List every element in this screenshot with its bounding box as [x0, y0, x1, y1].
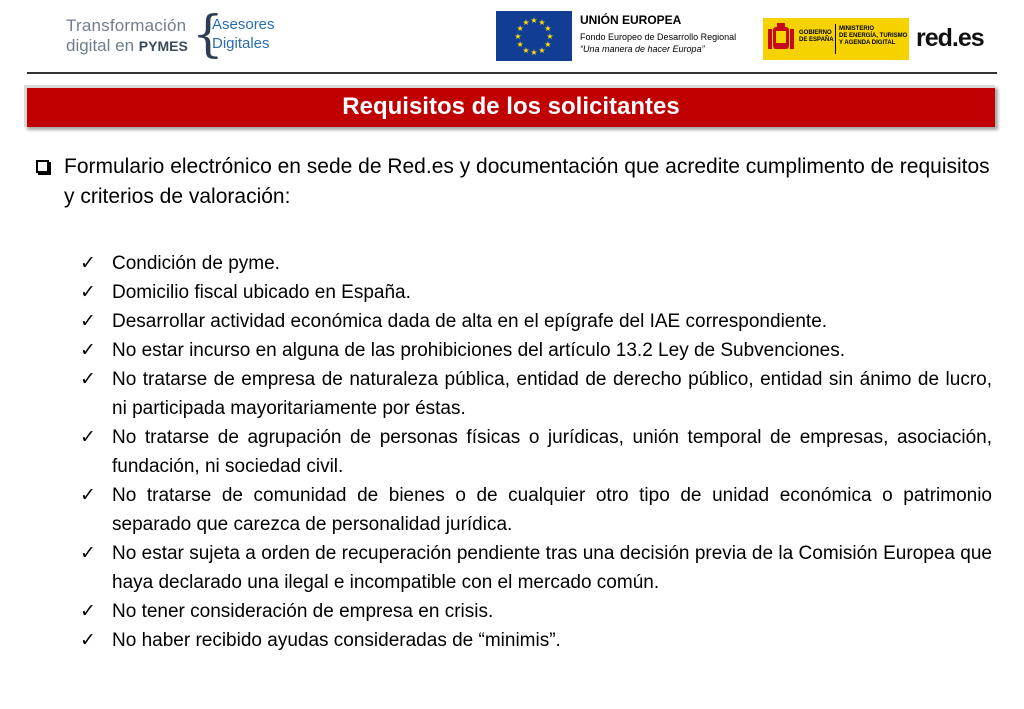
eu-star-icon: ★ — [530, 48, 538, 57]
checkmark-icon: ✓ — [80, 281, 96, 303]
brace-icon: { — [192, 5, 224, 63]
eu-title: UNIÓN EUROPEA — [580, 13, 682, 27]
eu-star-icon: ★ — [538, 18, 546, 28]
eu-star-icon: ★ — [538, 45, 546, 55]
brand-line-1: Transformación — [66, 16, 187, 35]
eu-fund: Fondo Europeo de Desarrollo Regional — [580, 32, 737, 42]
gov-label: GOBIERNO DE ESPAÑA — [799, 30, 834, 43]
title-bar — [24, 85, 995, 127]
checkmark-icon: ✓ — [80, 484, 96, 506]
eu-stars-icon — [496, 11, 572, 61]
transformacion-digital-logo — [66, 5, 276, 63]
checkmark-icon: ✓ — [80, 629, 96, 651]
checkmark-icon: ✓ — [80, 252, 96, 274]
list-item: ✓ No tratarse de empresa de naturaleza pública, entidad de derecho público, entidad sin ánimo de lucro, ni participada mayoritariamente por éstas. — [80, 365, 992, 423]
eu-star-icon: ★ — [530, 16, 538, 25]
eu-star-icon: ★ — [522, 45, 530, 55]
eu-star-icon: ★ — [544, 40, 552, 49]
requirements-list — [80, 249, 992, 655]
coat-of-arms-icon — [767, 23, 795, 55]
list-item: ✓ Domicilio fiscal ubicado en España. — [80, 278, 992, 307]
list-item: ✓ No tener consideración de empresa en crisis. — [80, 597, 992, 626]
list-item: ✓ No tratarse de agrupación de personas físicas o jurídicas, unión temporal de empresas, asociación, fundación, ni sociedad civil. — [80, 423, 992, 481]
page-header — [0, 0, 1024, 72]
list-item: ✓ No haber recibido ayudas consideradas de “minimis”. — [80, 626, 992, 655]
gov-separator — [835, 24, 836, 54]
main-bullet-text: Formulario electrónico en sede de Red.es y documentación que acredite cumplimento de requisitos y criterios de valoración: — [64, 155, 990, 208]
list-item: ✓ Condición de pyme. — [80, 249, 992, 278]
eu-flag-icon — [496, 11, 572, 61]
brand-secondary-line-1: Asesores — [212, 16, 275, 33]
reds-logo-text: red.es — [916, 24, 984, 52]
list-item: ✓ No estar incurso en alguna de las prohibiciones del artículo 13.2 Ley de Subvenciones. — [80, 336, 992, 365]
brand-line-2: digital en PYMES — [66, 36, 188, 55]
brand-secondary-line-2: Digitales — [212, 35, 270, 52]
eu-star-icon: ★ — [514, 32, 522, 41]
ministry-label: MINISTERIO DE ENERGÍA, TURISMO Y AGENDA DIGITAL — [839, 26, 908, 46]
eu-star-icon: ★ — [516, 40, 524, 49]
checkmark-icon: ✓ — [80, 310, 96, 332]
checkmark-icon: ✓ — [80, 426, 96, 448]
checkmark-icon: ✓ — [80, 368, 96, 390]
reds-logo — [916, 24, 984, 53]
main-bullet-item — [36, 152, 996, 212]
page-title: Requisitos de los solicitantes — [342, 93, 680, 120]
gobierno-espana-logo — [763, 18, 909, 60]
eu-motto: “Una manera de hacer Europa” — [580, 44, 705, 54]
checkmark-icon: ✓ — [80, 542, 96, 564]
header-divider — [27, 72, 997, 74]
list-item: ✓ No estar sujeta a orden de recuperación pendiente tras una decisión previa de la Comisión Europea que haya declarado una ilegal e incompatible con el mercado común. — [80, 539, 992, 597]
checkbox-bullet-icon — [36, 160, 49, 173]
eu-star-icon: ★ — [516, 24, 524, 33]
content — [36, 152, 996, 212]
list-item: ✓ No tratarse de comunidad de bienes o de cualquier otro tipo de unidad económica o patrimonio separado que carezca de personalidad jurídica. — [80, 481, 992, 539]
checkmark-icon: ✓ — [80, 600, 96, 622]
eu-text-block — [580, 13, 750, 54]
checkmark-icon: ✓ — [80, 339, 96, 361]
eu-star-icon: ★ — [546, 32, 554, 41]
eu-star-icon: ★ — [544, 24, 552, 33]
eu-star-icon: ★ — [522, 18, 530, 28]
list-item: ✓ Desarrollar actividad económica dada de alta en el epígrafe del IAE correspondiente. — [80, 307, 992, 336]
